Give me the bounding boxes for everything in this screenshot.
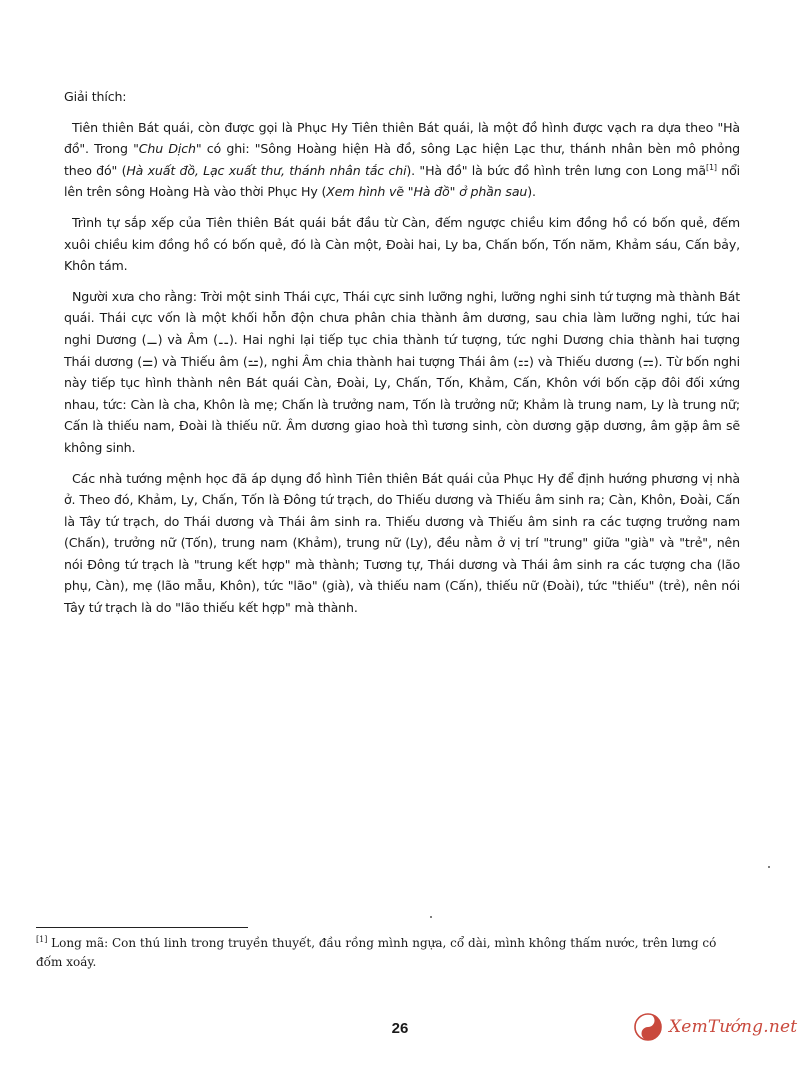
footnote-divider	[36, 927, 248, 928]
paragraph-2: Trình tự sắp xếp của Tiên thiên Bát quái bắt đầu từ Càn, đếm ngược chiều kim đồng hồ có bốn quẻ, đếm xuôi chiều kim đồng hồ có bốn quẻ, đó là Càn một, Đoài hai, Ly ba, Chấn bốn, Tốn năm, Khảm sáu, Cấn bảy, Khôn tám.	[64, 214, 740, 274]
footnote-reference[interactable]: [1]	[705, 162, 717, 172]
watermark	[633, 1012, 797, 1042]
p1-text-a: Tiên thiên Bát quái, còn được gọi là Phục Hy Tiên thiên Bát quái, là một đồ hình được vạch ra dựa theo "Hà đồ". Trong "	[64, 119, 740, 157]
watermark-text: XemTướng.net	[669, 1017, 798, 1037]
p1-quote-hanviet: Hà xuất đồ, Lạc xuất thư, thánh nhân tắc chi	[126, 162, 407, 178]
page-number: 26	[391, 1020, 409, 1037]
p1-text-i: ).	[527, 184, 536, 200]
paragraph-1	[64, 117, 740, 203]
yin-yang-icon	[633, 1012, 663, 1042]
scan-speck	[768, 866, 770, 868]
paragraph-3: Người xưa cho rằng: Trời một sinh Thái cực, Thái cực sinh lưỡng nghi, lưỡng nghi sinh tứ tượng mà thành Bát quái. Thái cực vốn là một khối hỗn độn chưa phân chia thành âm dương, sau chia làm lưỡng nghi, tức hai nghi Dương (⚊) và Âm (⚋). Hai nghi lại tiếp tục chia thành tứ tượng, tức nghi Dương chia thành hai tượng Thái dương (⚌) và Thiếu âm (⚍), nghi Âm chia thành hai tượng Thái âm (⚏) và Thiếu dương (⚎). Từ bốn nghi này tiếp tục hình thành nên Bát quái Càn, Đoài, Ly, Chấn, Tốn, Khảm, Cấn, Khôn với bốn cặp đôi đối xứng nhau, tức: Càn là cha, Khôn là mẹ; Chấn là trưởng nam, Tốn là trưởng nữ; Khảm là trung nam, Ly là trung nữ; Cấn là thiếu nam, Đoài là thiếu nữ. Âm dương giao hoà thì tương sinh, còn dương gặp dương, âm gặp âm sẽ không sinh.	[64, 288, 740, 455]
footnote-text: Long mã: Con thú linh trong truyền thuyết, đầu rồng mình ngựa, cổ dài, mình không thấm nước, trên lưng có đốm xoáy.	[36, 936, 717, 969]
p1-see-figure-note: Xem hình vẽ "Hà đồ" ở phần sau	[326, 184, 528, 200]
footnote-marker: [1]	[36, 935, 48, 944]
scan-speck	[430, 916, 432, 918]
p1-text-e: ). "Hà đồ" là bức đồ hình trên lưng con Long mã	[406, 162, 706, 178]
p1-text-c: " có ghi: "Sông Hoàng hiện Hà đồ, sông Lạc hiện Lạc thư, thánh nhân bèn mô phỏng theo đó" (	[64, 141, 740, 178]
section-heading: Giải thích:	[64, 89, 127, 104]
p1-book-title: Chu Dịch	[138, 141, 196, 157]
p1-text-g: nổi lên trên sông Hoàng Hà vào thời Phục Hy (	[64, 162, 740, 200]
footnote	[36, 934, 726, 972]
paragraph-4: Các nhà tướng mệnh học đã áp dụng đồ hình Tiên thiên Bát quái của Phục Hy để định hướng phương vị nhà ở. Theo đó, Khảm, Ly, Chấn, Tốn là Đông tứ trạch, do Thiếu dương và Thiếu âm sinh ra; Càn, Khôn, Đoài, Cấn là Tây tứ trạch, do Thái dương và Thái âm sinh ra. Thiếu dương và Thiếu âm sinh ra các tượng trưởng nam (Chấn), trưởng nữ (Tốn), trung nam (Khảm), trung nữ (Ly), đều nằm ở vị trí "trung" giữa "già" và "trẻ", nên nói Đông tứ trạch là "trung kết hợp" mà thành; Tương tự, Thái dương và Thái âm sinh ra các tượng cha (lão phụ, Càn), mẹ (lão mẫu, Khôn), tức "lão" (già), và thiếu nam (Cấn), thiếu nữ (Đoài), tức "thiếu" (trẻ), nên nói Tây tứ trạch là do "lão thiếu kết hợp" mà thành.	[64, 470, 740, 616]
main-text	[64, 86, 740, 628]
